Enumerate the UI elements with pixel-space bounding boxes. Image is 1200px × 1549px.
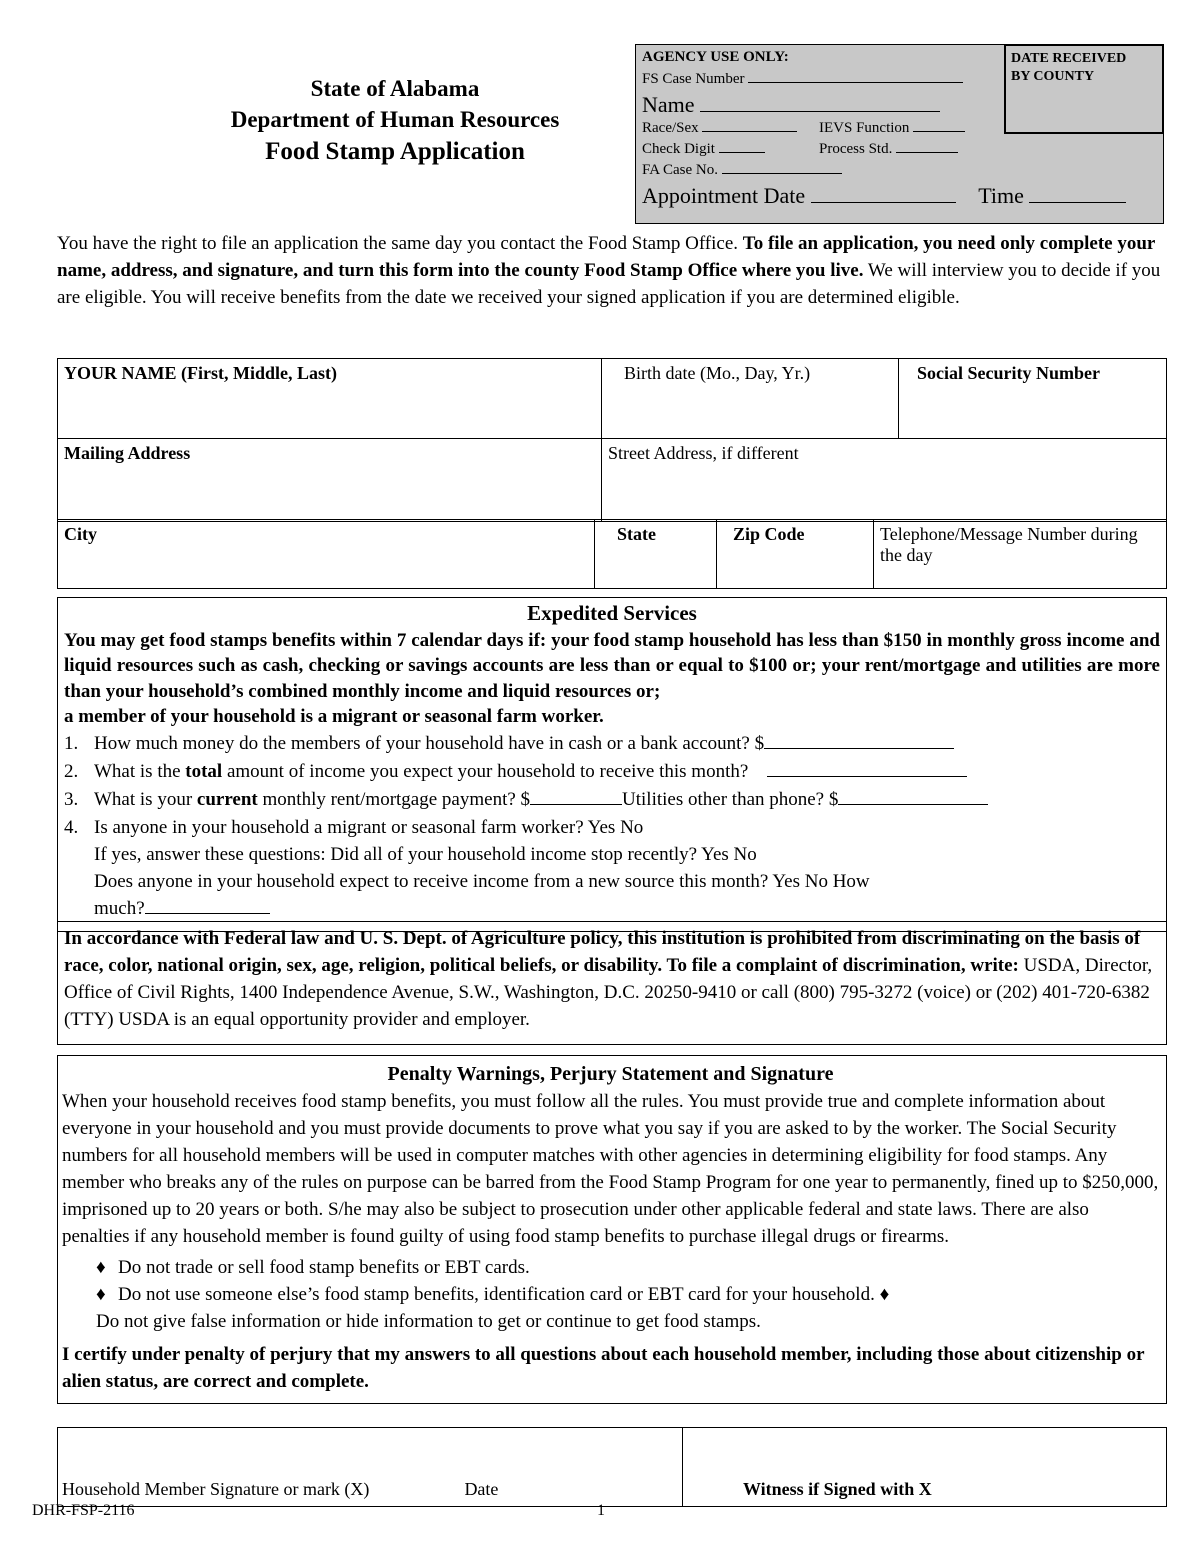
question-3-text-c: Utilities other than phone? $	[622, 789, 839, 810]
intro-part1: You have the right to file an application the same day you contact the Food Stamp Office.	[57, 233, 739, 254]
agency-use-only-box	[635, 44, 1164, 224]
date-received-line1: DATE RECEIVED	[1011, 51, 1127, 66]
question-4-number: 4.	[64, 816, 79, 838]
applicant-info-table	[57, 358, 1167, 522]
penalty-bullet-2: Do not use someone else’s food stamp benefits, identification card or EBT card for your household. ♦	[118, 1284, 890, 1306]
table-row	[58, 439, 1167, 522]
title-form-name: Food Stamp Application	[265, 138, 525, 166]
expedited-lead-part1: You may get food stamps benefits within 7 calendar days if: your food stamp household has less than $150 in monthly gross income and liquid resources such as cash, checking or savings accounts are less than or equal to $100 or; your rent/mortgage and utilities are more than your household’s combined monthly income and liquid resources or;	[64, 630, 1160, 702]
question-3	[64, 787, 1160, 814]
question-4-text[interactable]: Is anyone in your household a migrant or seasonal farm worker? Yes No	[94, 816, 644, 838]
street-address-cell[interactable]	[602, 439, 1167, 522]
question-1-number: 1.	[64, 733, 79, 755]
process-std-blank[interactable]	[896, 152, 958, 153]
question-2-answer-blank[interactable]	[767, 776, 967, 777]
table-row	[58, 1428, 1167, 1507]
intro-paragraph	[57, 231, 1162, 312]
question-3-utilities-blank[interactable]	[838, 804, 988, 805]
household-member-signature-cell[interactable]	[58, 1428, 683, 1507]
question-2-text-a: What is the	[94, 761, 186, 783]
birth-date-cell[interactable]	[602, 359, 899, 439]
appointment-date-blank[interactable]	[811, 202, 956, 203]
table-row	[58, 520, 1167, 589]
question-1	[64, 731, 1160, 758]
list-item	[62, 1282, 1159, 1309]
city-state-zip-table	[57, 519, 1167, 589]
intro-part2: We will interview you to decide if you are eligible.	[57, 259, 1161, 308]
appointment-date-field[interactable]: Appointment Date Time	[642, 183, 1126, 209]
perjury-certification-text: I certify under penalty of perjury that my answers to all questions about each household member, including those about citizenship or alien status, are correct and complete.	[62, 1344, 1145, 1392]
penalty-warnings-section	[57, 1055, 1167, 1404]
expedited-lead-part2: a member of your household is a migrant or seasonal farm worker.	[64, 705, 604, 727]
penalty-bullet-1: Do not trade or sell food stamp benefits or EBT cards.	[118, 1257, 530, 1279]
page-title	[180, 74, 610, 168]
document-header	[0, 0, 1200, 208]
fs-case-number-blank[interactable]	[748, 82, 963, 83]
mailing-address-cell[interactable]	[58, 439, 602, 522]
name-field[interactable]: Name	[642, 92, 940, 118]
check-digit-field[interactable]: Check Digit	[642, 141, 765, 158]
intro-bold1: To file an application, you need only complete your name, address, and signature, and turn this form into the county Food Stamp Office where you live.	[57, 233, 1156, 281]
question-3-text-a: What is your	[94, 789, 197, 810]
question-2-text-b: amount of income you expect your household to receive this month?	[222, 761, 749, 783]
date-received-line2: BY COUNTY	[1011, 68, 1095, 84]
race-sex-blank[interactable]	[702, 131, 797, 132]
question-2-number: 2.	[64, 761, 79, 783]
intro-part3: You will receive benefits from the date we received your signed application if you are determined eligible.	[150, 286, 960, 308]
telephone-label-line1: Telephone/Message Number during	[880, 524, 1138, 544]
ievs-function-field[interactable]: IEVS Function	[819, 120, 965, 137]
telephone-label-line2: the day	[880, 545, 933, 565]
fa-case-no-field[interactable]: FA Case No.	[642, 162, 842, 179]
state-label: State	[617, 524, 656, 544]
expedited-questions	[64, 731, 1160, 842]
street-address-label: Street Address, if different	[608, 443, 799, 463]
question-4	[64, 815, 1160, 842]
your-name-cell[interactable]	[58, 359, 602, 439]
diamond-bullet-icon: ♦	[96, 1257, 106, 1279]
city-label: City	[64, 524, 97, 544]
state-cell[interactable]	[595, 520, 717, 589]
title-state: State of Alabama	[310, 76, 480, 101]
telephone-cell[interactable]	[874, 520, 1167, 589]
diamond-bullet-icon: ♦	[96, 1284, 106, 1306]
question-4-howmuch-blank[interactable]	[145, 913, 270, 914]
nondiscrimination-bold-text: In accordance with Federal law and U. S. Dept. of Agriculture policy, this institution is prohibited from discriminating on the basis of race, color, national origin, sex, age, religion, political beliefs, or disability. To file a complaint of discrimination, write:	[64, 928, 1141, 976]
agency-use-only-heading: AGENCY USE ONLY:	[642, 49, 789, 65]
nondiscrimination-statement	[57, 921, 1167, 1045]
question-1-text: How much money do the members of your household have in cash or a bank account? $	[94, 733, 765, 755]
check-digit-blank[interactable]	[719, 152, 765, 153]
fa-case-no-blank[interactable]	[722, 173, 842, 174]
witness-label: Witness if Signed with X	[743, 1479, 932, 1499]
question-3-text-b: monthly rent/mortgage payment? $	[257, 789, 531, 810]
witness-signature-cell[interactable]	[683, 1428, 1167, 1507]
list-item	[62, 1309, 1159, 1336]
question-3-rent-blank[interactable]	[530, 804, 622, 805]
expedited-services-section	[57, 597, 1167, 932]
signature-table	[57, 1427, 1167, 1507]
zip-code-label: Zip Code	[733, 524, 805, 544]
table-row	[58, 359, 1167, 439]
ievs-function-blank[interactable]	[913, 131, 965, 132]
city-cell[interactable]	[58, 520, 595, 589]
question-2	[64, 759, 1160, 786]
race-sex-field[interactable]: Race/Sex	[642, 120, 797, 137]
title-department: Department of Human Resources	[230, 106, 560, 132]
question-4-sub1[interactable]: If yes, answer these questions: Did all of your household income stop recently? Yes No	[94, 843, 757, 865]
penalty-bullet-3: Do not give false information or hide information to get or continue to get food stamps.	[96, 1311, 761, 1333]
fs-case-number-field[interactable]: FS Case Number	[642, 71, 963, 88]
date-received-by-county-box	[1004, 44, 1164, 134]
form-code: DHR-FSP-2116	[32, 1502, 135, 1519]
mailing-address-label: Mailing Address	[64, 443, 191, 463]
question-2-bold: total	[185, 761, 223, 783]
process-std-field[interactable]: Process Std.	[819, 141, 958, 158]
expedited-lead-text	[64, 628, 1160, 704]
birth-date-label: Birth date (Mo., Day, Yr.)	[624, 363, 811, 383]
ssn-cell[interactable]	[899, 359, 1167, 439]
ssn-label: Social Security Number	[917, 363, 1100, 383]
page-number: 1	[597, 1502, 605, 1519]
appointment-time-blank[interactable]	[1029, 202, 1126, 203]
nondiscrimination-rest-text: USDA, Director, Office of Civil Rights, 1400 Independence Avenue, S.W., Washington, D.C. 20250-9410 or call (800) 795-3272 (voice) or (202) 401-720-6382 (TTY) USDA is an equal opportunity provider and employer.	[64, 954, 1153, 1030]
zip-code-cell[interactable]	[717, 520, 874, 589]
question-4-sub3: much?	[64, 896, 1160, 923]
expedited-services-title: Expedited Services	[527, 601, 697, 625]
signature-date-label: Date	[464, 1479, 499, 1499]
question-4-sub2[interactable]: Does anyone in your household expect to receive income from a new source this month? Yes No How	[94, 870, 870, 892]
question-1-answer-blank[interactable]	[764, 748, 954, 749]
your-name-label: YOUR NAME (First, Middle, Last)	[64, 363, 337, 383]
penalty-bullet-list	[62, 1255, 1159, 1336]
question-3-bold: current	[196, 789, 258, 810]
penalty-title: Penalty Warnings, Perjury Statement and Signature	[387, 1063, 834, 1085]
list-item	[62, 1255, 1159, 1282]
household-member-signature-label: Household Member Signature or mark (X)	[62, 1479, 370, 1499]
penalty-body-text: When your household receives food stamp benefits, you must follow all the rules. You must provide true and complete information about everyone in your household and you must provide documents to prove what you say if you are asked to by the worker. The Social Security numbers for all household members will be used in computer matches with other agencies in determining eligibility for food stamps. Any member who breaks any of the rules on purpose can be barred from the Food Stamp Program for one year to permanently, fined up to $250,000, imprisoned up to 20 years or both. S/he may also be subject to prosecution under other applicable federal and state laws. There are also penalties if any household member is found guilty of using food stamp benefits to purchase illegal drugs or firearms.	[62, 1091, 1159, 1248]
question-3-number: 3.	[64, 789, 79, 810]
name-blank[interactable]	[700, 111, 940, 112]
